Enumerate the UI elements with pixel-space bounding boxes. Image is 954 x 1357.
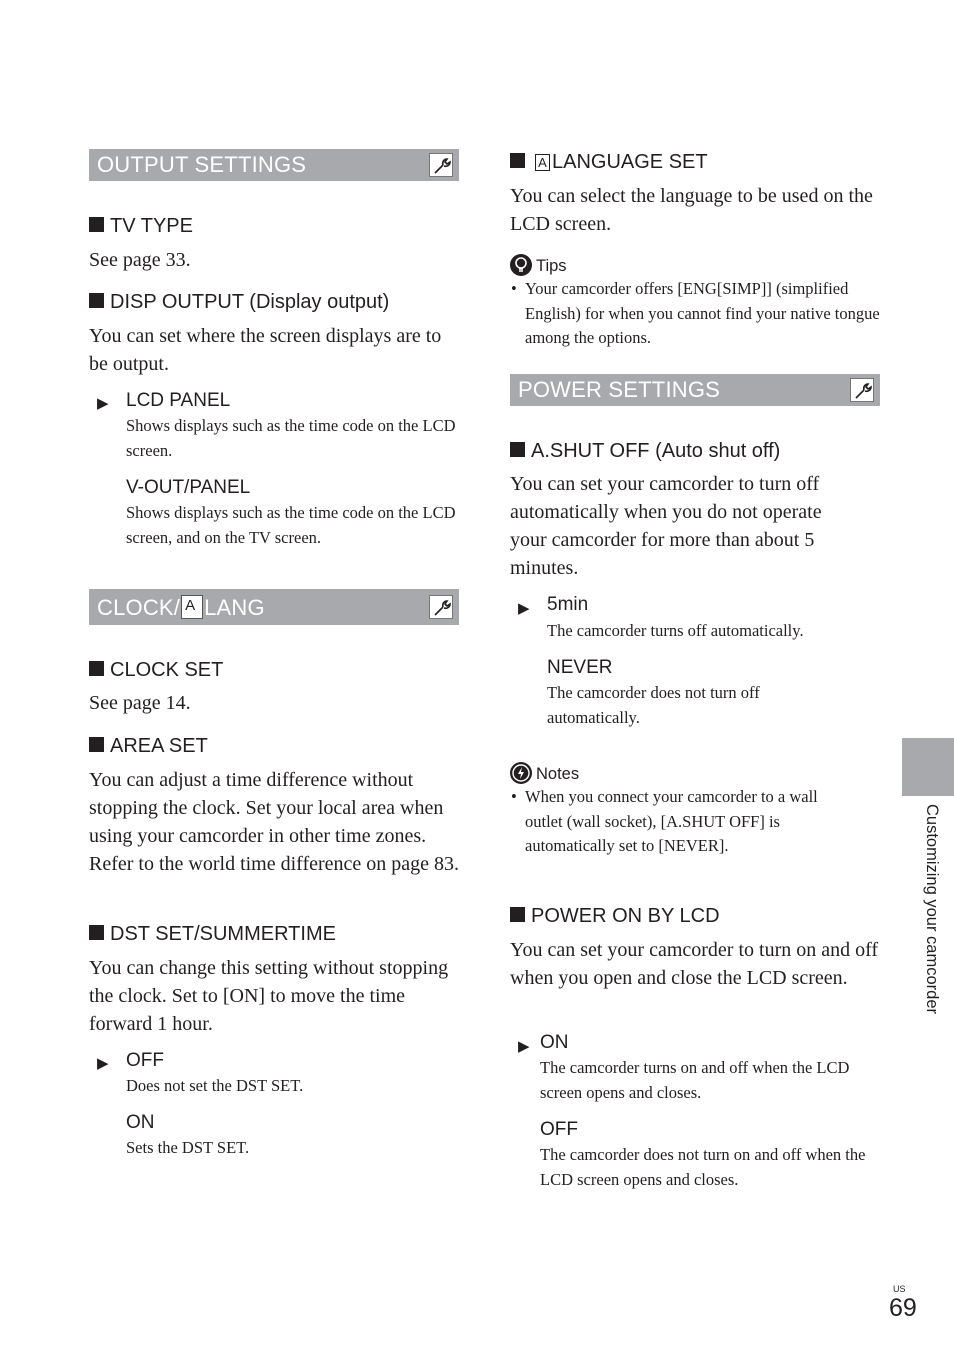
option-desc-5min: The camcorder turns off automatically. [547, 621, 804, 640]
power-on-lcd-body: You can set your camcorder to turn on and off when you open and close the LCD screen. [510, 939, 879, 989]
a-shut-off-heading: A.SHUT OFF (Auto shut off) [510, 439, 780, 463]
clock-set-body: See page 14. [89, 692, 191, 714]
default-arrow-icon: ▶ [518, 599, 530, 617]
area-set-heading: AREA SET [89, 734, 208, 758]
square-bullet-icon [89, 217, 104, 232]
option-desc-on: Sets the DST SET. [126, 1138, 250, 1157]
chapter-title: Customizing your camcorder [923, 804, 941, 1014]
page-number: 69 [889, 1294, 917, 1322]
square-bullet-icon [89, 737, 104, 752]
chapter-tab [902, 738, 954, 796]
tips-heading: Tips [510, 254, 567, 277]
square-bullet-icon [89, 661, 104, 676]
option-label-on: ON [540, 1032, 569, 1053]
area-set-body: You can adjust a time difference without stopping the clock. Set your local area when using your camcorder in other time zones. Refer to the world time difference on page 83. [89, 769, 460, 875]
square-bullet-icon [510, 153, 525, 168]
wrench-icon [850, 378, 874, 402]
dst-set-body: You can change this setting without stopping the clock. Set to [ON] to move the time forward 1 hour. [89, 957, 449, 1035]
option-label-v-out-panel: V-OUT/PANEL [126, 477, 251, 498]
power-on-lcd-heading: POWER ON BY LCD [510, 904, 720, 928]
option-label-lcd-panel: LCD PANEL [126, 390, 231, 411]
tv-type-body: See page 33. [89, 249, 191, 271]
default-arrow-icon: ▶ [97, 394, 109, 412]
tips-item: • Your camcorder offers [ENG[SIMP]] (simplified English) for when you cannot find your native tongue among the options. [511, 279, 880, 347]
tv-type-heading: TV TYPE [89, 214, 193, 238]
output-settings-title: OUTPUT SETTINGS [97, 152, 307, 177]
wrench-icon [429, 153, 453, 177]
square-bullet-icon [89, 293, 104, 308]
square-bullet-icon [510, 907, 525, 922]
option-desc-off: The camcorder does not turn on and off when the LCD screen opens and closes. [540, 1145, 866, 1189]
option-desc-v-out-panel: Shows displays such as the time code on the LCD screen, and on the TV screen. [126, 503, 456, 547]
notes-item: • When you connect your camcorder to a wall outlet (wall socket), [A.SHUT OFF] is automatically set to [NEVER]. [511, 787, 818, 855]
language-a-icon: A [181, 595, 203, 619]
disp-output-body: You can set where the screen displays are to be output. [89, 325, 442, 375]
lightning-icon [510, 762, 532, 784]
square-bullet-icon [510, 442, 525, 457]
language-set-heading: A LANGUAGE SET [510, 150, 708, 174]
option-label-on: ON [126, 1112, 155, 1133]
language-a-icon: A [535, 154, 550, 171]
language-set-body: You can select the language to be used on the LCD screen. [510, 185, 873, 235]
square-bullet-icon [89, 925, 104, 940]
option-desc-off: Does not set the DST SET. [126, 1076, 304, 1095]
option-label-never: NEVER [547, 657, 613, 678]
lightbulb-icon [510, 254, 532, 276]
disp-output-heading: DISP OUTPUT (Display output) [89, 290, 389, 314]
dst-set-heading: DST SET/SUMMERTIME [89, 922, 336, 946]
default-arrow-icon: ▶ [518, 1037, 530, 1055]
clock-lang-banner: CLOCK/ A LANG [89, 589, 459, 625]
region-code: US [893, 1284, 906, 1294]
option-label-off: OFF [126, 1050, 164, 1071]
default-arrow-icon: ▶ [97, 1054, 109, 1072]
wrench-icon [429, 595, 453, 619]
notes-heading: Notes [510, 762, 579, 785]
clock-set-heading: CLOCK SET [89, 658, 223, 682]
option-desc-on: The camcorder turns on and off when the LCD screen opens and closes. [540, 1058, 850, 1102]
option-label-off: OFF [540, 1119, 578, 1140]
power-settings-banner [510, 374, 880, 406]
option-label-5min: 5min [547, 594, 589, 615]
option-desc-lcd-panel: Shows displays such as the time code on the LCD screen. [126, 416, 456, 460]
option-desc-never: The camcorder does not turn off automatically. [547, 683, 760, 727]
a-shut-off-body: You can set your camcorder to turn off automatically when you do not operate your camcorder for more than about 5 minutes. [510, 473, 822, 579]
power-settings-title: POWER SETTINGS [518, 377, 721, 402]
output-settings-banner [89, 149, 459, 181]
